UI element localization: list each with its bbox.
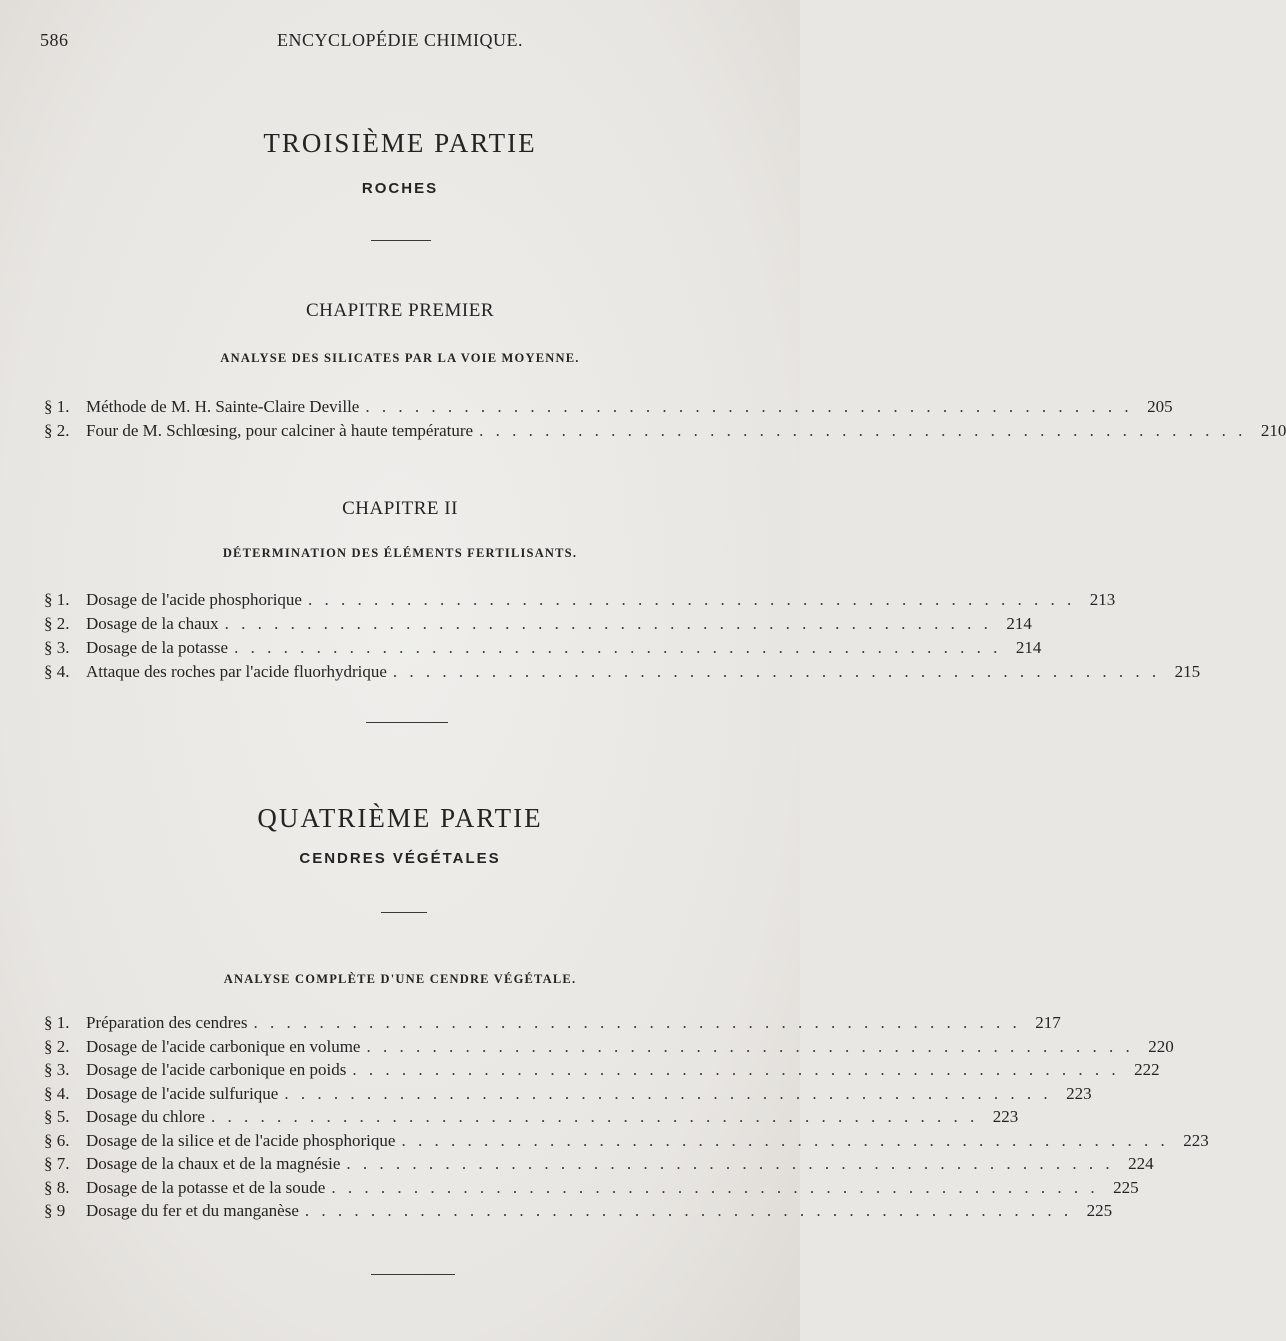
toc-entry <box>44 1177 1139 1202</box>
page-ref: 225 <box>1086 1201 1113 1220</box>
section-number: § 1. <box>44 590 70 609</box>
toc-entry <box>44 1154 1154 1178</box>
page-number: 586 <box>40 30 69 50</box>
section-number: § 3. <box>44 1060 70 1079</box>
section-number: § 7. <box>44 1154 70 1173</box>
leader-dots: . . . . . . . . . . . . . . . . . . . . . . . . . . . . . . . . . . . . . . . . . . . . . . . <box>210 1107 979 1126</box>
divider <box>371 1274 455 1275</box>
divider <box>371 240 431 241</box>
section-number: § 6. <box>44 1130 70 1150</box>
part-4-heading: ANALYSE COMPLÈTE D'UNE CENDRE VÉGÉTALE. <box>223 972 577 986</box>
leader-dots: . . . . . . . . . . . . . . . . . . . . . . . . . . . . . . . . . . . . . . . . . . . . . . . <box>346 1154 1114 1173</box>
entry-label: Four de M. Schlœsing, pour calciner à haute température <box>86 421 474 440</box>
toc-chapter-1 <box>44 397 1286 445</box>
toc-part-4 <box>44 1013 1209 1225</box>
section-number: § 4. <box>44 1083 70 1103</box>
chapter-2-heading: DÉTERMINATION DES ÉLÉMENTS FERTILISANTS. <box>222 546 578 560</box>
section-number: § 9 <box>44 1201 66 1220</box>
page-ref: 223 <box>992 1107 1019 1126</box>
leader-dots: . . . . . . . . . . . . . . . . . . . . . . . . . . . . . . . . . . . . . . . . . . . . . . . <box>234 638 1002 657</box>
section-number: § 8. <box>44 1177 70 1197</box>
leader-dots: . . . . . . . . . . . . . . . . . . . . . . . . . . . . . . . . . . . . . . . . . . . . . . . <box>401 1130 1169 1150</box>
page-ref: 223 <box>1183 1130 1209 1150</box>
page-ref: 214 <box>1015 638 1042 657</box>
part-4-subtitle: CENDRES VÉGÉTALES <box>299 850 501 867</box>
section-number: § 2. <box>44 421 70 440</box>
chapter-2-title: CHAPITRE II <box>342 498 458 519</box>
section-number: § 2. <box>44 614 70 633</box>
entry-label: Dosage du chlore <box>86 1107 205 1126</box>
leader-dots: . . . . . . . . . . . . . . . . . . . . . . . . . . . . . . . . . . . . . . . . . . . . . . . <box>224 614 992 633</box>
leader-dots: . . . . . . . . . . . . . . . . . . . . . . . . . . . . . . . . . . . . . . . . . . . . . . . <box>392 662 1161 681</box>
running-head <box>40 30 760 54</box>
entry-label: Dosage de la potasse <box>86 638 229 657</box>
entry-label: Dosage de la silice et de l'acide phosphorique <box>86 1130 396 1150</box>
toc-entry <box>44 1107 1019 1131</box>
toc-entry <box>44 1083 1092 1108</box>
entry-label: Dosage de l'acide carbonique en volume <box>86 1036 361 1056</box>
page-ref: 215 <box>1174 662 1201 681</box>
page-ref: 214 <box>1006 614 1032 633</box>
running-title: ENCYCLOPÉDIE CHIMIQUE. <box>277 30 523 50</box>
chapter-1-heading: ANALYSE DES SILICATES PAR LA VOIE MOYENNE. <box>220 351 580 365</box>
part-3-title: TROISIÈME PARTIE <box>263 128 537 158</box>
entry-label: Dosage de l'acide carbonique en poids <box>86 1060 347 1079</box>
page-ref: 220 <box>1148 1036 1174 1056</box>
toc-entry <box>44 1036 1174 1061</box>
entry-label: Dosage de la chaux et de la magnésie <box>86 1154 341 1173</box>
leader-dots: . . . . . . . . . . . . . . . . . . . . . . . . . . . . . . . . . . . . . . . . . . . . . . . <box>304 1201 1073 1220</box>
entry-label: Dosage de l'acide phosphorique <box>86 590 302 609</box>
section-number: § 3. <box>44 638 70 657</box>
chapter-1-title: CHAPITRE PREMIER <box>306 300 494 321</box>
page-ref: 217 <box>1035 1013 1061 1032</box>
page-ref: 210 <box>1260 421 1286 440</box>
section-number: § 2. <box>44 1036 70 1056</box>
leader-dots: . . . . . . . . . . . . . . . . . . . . . . . . . . . . . . . . . . . . . . . . . . . . . . . <box>365 397 1133 416</box>
page-ref: 213 <box>1089 590 1116 609</box>
toc-entry <box>44 1201 1113 1225</box>
section-number: § 5. <box>44 1107 70 1126</box>
entry-label: Méthode de M. H. Sainte-Claire Deville <box>86 397 360 416</box>
leader-dots: . . . . . . . . . . . . . . . . . . . . . . . . . . . . . . . . . . . . . . . . . . . . . . . <box>366 1036 1134 1056</box>
toc-entry <box>44 590 1116 614</box>
toc-entry <box>44 421 1286 445</box>
leader-dots: . . . . . . . . . . . . . . . . . . . . . . . . . . . . . . . . . . . . . . . . . . . . . . . <box>331 1177 1099 1197</box>
leader-dots: . . . . . . . . . . . . . . . . . . . . . . . . . . . . . . . . . . . . . . . . . . . . . . . <box>352 1060 1120 1079</box>
entry-label: Dosage de l'acide sulfurique <box>86 1083 279 1103</box>
section-number: § 1. <box>44 397 70 416</box>
divider <box>366 722 448 723</box>
page-ref: 205 <box>1147 397 1173 416</box>
section-number: § 4. <box>44 662 70 681</box>
part-3-subtitle: ROCHES <box>361 180 439 197</box>
divider <box>381 912 427 913</box>
toc-entry <box>44 1013 1061 1037</box>
leader-dots: . . . . . . . . . . . . . . . . . . . . . . . . . . . . . . . . . . . . . . . . . . . . . . . <box>284 1083 1052 1103</box>
toc-entry <box>44 614 1032 638</box>
leader-dots: . . . . . . . . . . . . . . . . . . . . . . . . . . . . . . . . . . . . . . . . . . . . . . . <box>253 1013 1021 1032</box>
toc-entry <box>44 662 1201 686</box>
toc-entry <box>44 638 1042 662</box>
section-number: § 1. <box>44 1013 70 1032</box>
entry-label: Attaque des roches par l'acide fluorhydrique <box>86 662 387 681</box>
entry-label: Dosage de la chaux <box>86 614 219 633</box>
leader-dots: . . . . . . . . . . . . . . . . . . . . . . . . . . . . . . . . . . . . . . . . . . . . . . . <box>479 421 1247 440</box>
page-ref: 222 <box>1134 1060 1160 1079</box>
page-ref: 225 <box>1113 1177 1139 1197</box>
page-ref: 223 <box>1066 1083 1092 1103</box>
toc-entry <box>44 397 1173 421</box>
toc-entry <box>44 1130 1209 1155</box>
leader-dots: . . . . . . . . . . . . . . . . . . . . . . . . . . . . . . . . . . . . . . . . . . . . . . . <box>307 590 1076 609</box>
toc-chapter-2 <box>44 590 1201 686</box>
entry-label: Dosage de la potasse et de la soude <box>86 1177 326 1197</box>
page-ref: 224 <box>1128 1154 1154 1173</box>
entry-label: Préparation des cendres <box>86 1013 248 1032</box>
part-4-title: QUATRIÈME PARTIE <box>257 803 543 833</box>
toc-entry <box>44 1060 1160 1084</box>
entry-label: Dosage du fer et du manganèse <box>86 1201 299 1220</box>
